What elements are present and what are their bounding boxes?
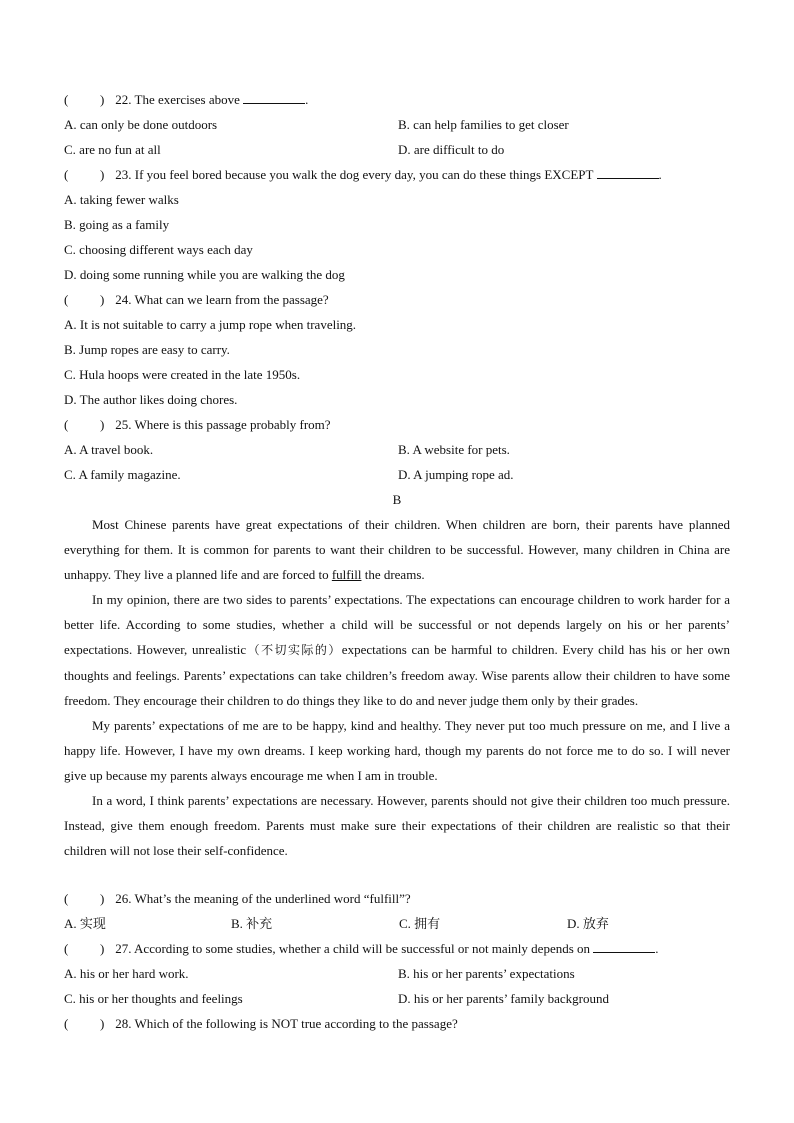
option-26c: C. 拥有: [399, 916, 441, 931]
option-27c: C. his or her thoughts and feelings: [64, 991, 243, 1006]
question-28-stem: 28. Which of the following is NOT true according to the passage?: [115, 1016, 458, 1031]
question-24: ( ) 24. What can we learn from the passage?: [64, 292, 329, 307]
question-25: ( ) 25. Where is this passage probably from?: [64, 417, 331, 432]
option-22b: B. can help families to get closer: [398, 117, 569, 132]
question-25-stem: 25. Where is this passage probably from?: [115, 417, 331, 432]
option-26d: D. 放弃: [567, 916, 609, 931]
question-22: ( ) 22. The exercises above .: [64, 92, 309, 107]
option-26b: B. 补充: [231, 916, 273, 931]
option-24c: C. Hula hoops were created in the late 1950s.: [64, 367, 301, 382]
question-26-stem: 26. What’s the meaning of the underlined word “fulfill”?: [115, 891, 411, 906]
option-24d: D. The author likes doing chores.: [64, 392, 238, 407]
option-22c: C. are no fun at all: [64, 142, 161, 157]
question-24-stem: 24. What can we learn from the passage?: [115, 292, 329, 307]
option-25c: C. A family magazine.: [64, 467, 181, 482]
reading-passage-b: [64, 512, 730, 863]
question-26: ( ) 26. What’s the meaning of the underlined word “fulfill”?: [64, 891, 411, 906]
option-23c: C. choosing different ways each day: [64, 242, 253, 257]
question-22-stem: 22. The exercises above: [115, 92, 240, 107]
option-24a: A. It is not suitable to carry a jump rope when traveling.: [64, 317, 357, 332]
question-27-stem: 27. According to some studies, whether a child will be successful or not mainly depends on: [115, 941, 591, 956]
section-heading-b: B: [392, 492, 402, 507]
question-28: ( ) 28. Which of the following is NOT true according to the passage?: [64, 1016, 458, 1031]
chinese-gloss: （不切实际的）: [246, 643, 342, 657]
option-24b: B. Jump ropes are easy to carry.: [64, 342, 230, 357]
passage-paragraph-2: In my opinion, there are two sides to parents’ expectations. The expectations can encourage children to work harder for a better life. According to some studies, whether a child will be successful or not depends largely on his or her parents’ expectations. However, unrealistic（不切实际的）expectations can be harmful to children. Every child has his or her own thoughts and feelings. Parents’ expectations can take children’s freedom away. Wise parents allow their children to have some freedom. They encourage their children to do things they like to do and never judge them only by their grades.: [64, 592, 730, 708]
option-23b: B. going as a family: [64, 217, 170, 232]
option-22d: D. are difficult to do: [398, 142, 505, 157]
option-27d: D. his or her parents’ family background: [398, 991, 609, 1006]
option-25d: D. A jumping rope ad.: [398, 467, 514, 482]
question-27: ( ) 27. According to some studies, whether a child will be successful or not mainly depends on .: [64, 941, 659, 956]
option-25b: B. A website for pets.: [398, 442, 510, 457]
option-26a: A. 实现: [64, 916, 106, 931]
option-27a: A. his or her hard work.: [64, 966, 189, 981]
option-25a: A. A travel book.: [64, 442, 154, 457]
passage-paragraph-4: In a word, I think parents’ expectations are necessary. However, parents should not give their children too much pressure. Instead, give them enough freedom. Parents must make sure their expectations of their children are realistic so that their children will not lose their self-confidence.: [64, 793, 730, 858]
question-23-stem: 23. If you feel bored because you walk the dog every day, you can do these things EXCEPT: [115, 167, 594, 182]
answer-blank: [597, 166, 659, 179]
option-23d: D. doing some running while you are walking the dog: [64, 267, 345, 282]
underlined-word: fulfill: [331, 567, 362, 582]
passage-paragraph-1: Most Chinese parents have great expectations of their children. When children are born, their parents have planned everything for them. It is common for parents to want their children to be successful. However, many children in China are unhappy. They live a planned life and are forced to fulfill the dreams.: [64, 517, 730, 582]
answer-blank: [593, 940, 655, 953]
option-22a: A. can only be done outdoors: [64, 117, 218, 132]
option-23a: A. taking fewer walks: [64, 192, 179, 207]
passage-paragraph-3: My parents’ expectations of me are to be happy, kind and healthy. They never put too much pressure on me, and I live a happy life. However, I have my own dreams. I keep working hard, though my parents do not force me to do so. I will never give up because my parents always encourage me when I am in trouble.: [64, 718, 730, 783]
option-27b: B. his or her parents’ expectations: [398, 966, 575, 981]
question-23: ( ) 23. If you feel bored because you walk the dog every day, you can do these things EXCEPT .: [64, 167, 662, 182]
answer-blank: [243, 91, 305, 104]
